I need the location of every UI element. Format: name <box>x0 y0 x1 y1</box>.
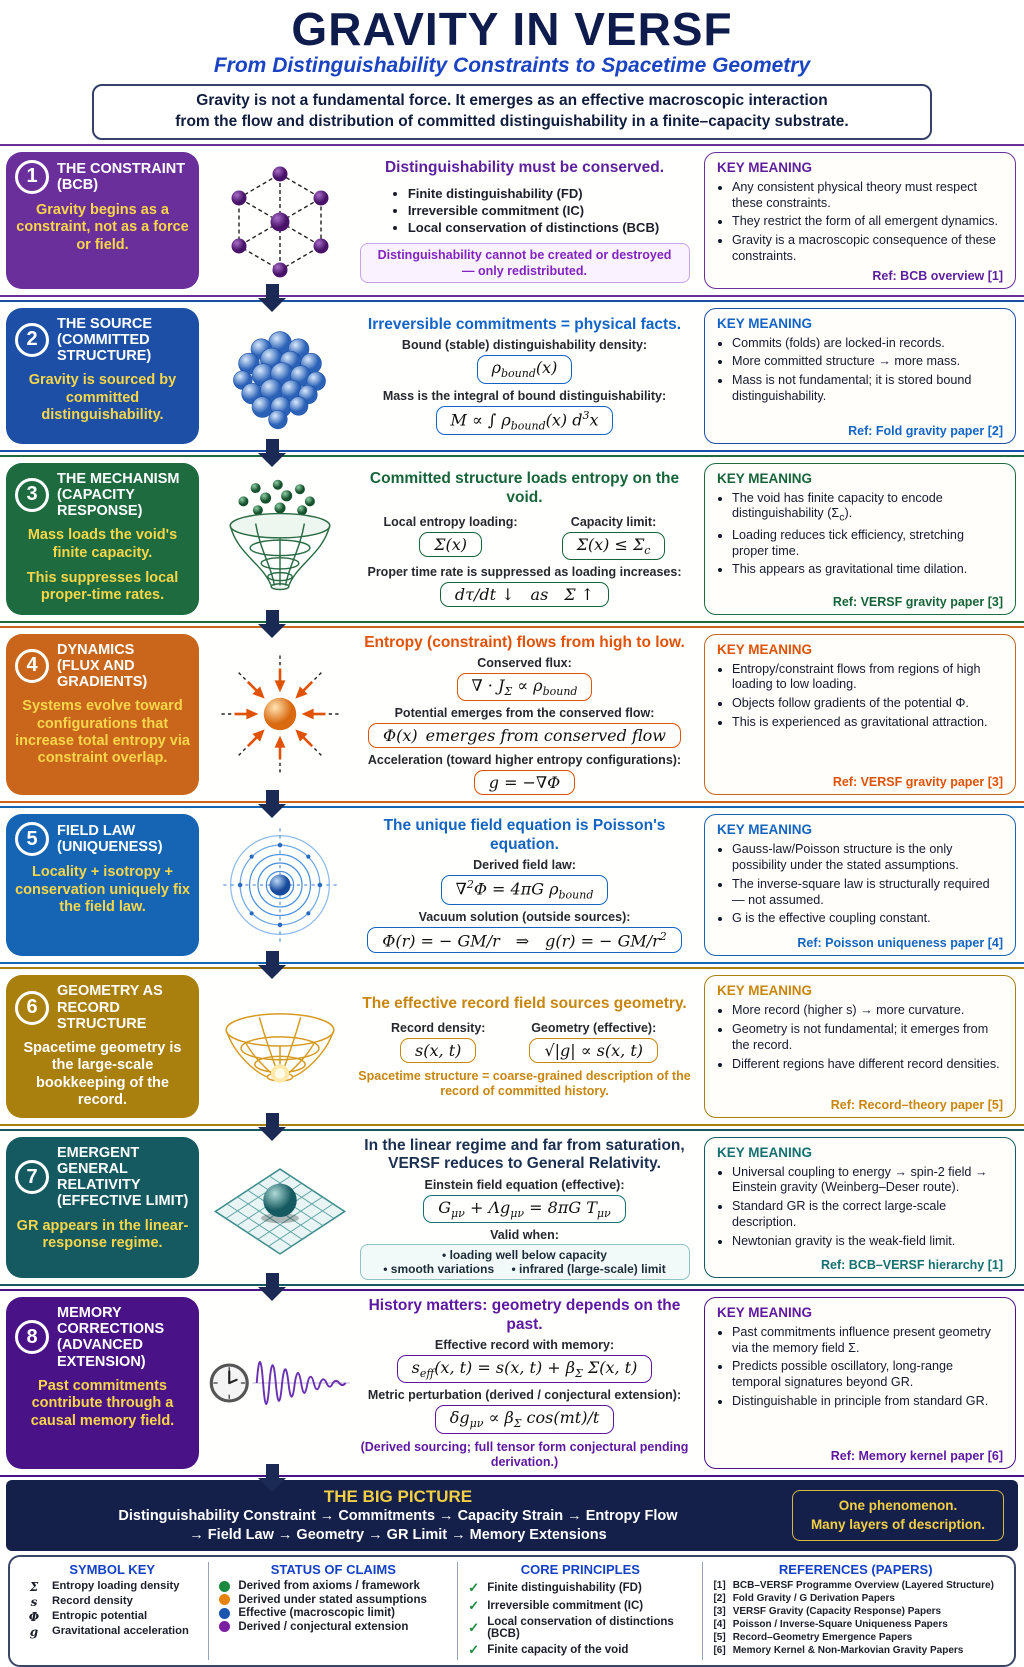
step-8-tagline: Past commitments contribute through a causal memory field. <box>30 1377 175 1429</box>
step-5-panel <box>6 814 199 956</box>
page-header <box>0 0 1024 140</box>
symbol-sigma: Σ <box>29 1580 39 1595</box>
bullet: • Local conservation of distinctions (BCB) <box>408 220 659 235</box>
reference-text: Poisson / Inverse-Square Uniqueness Papers <box>732 1619 948 1631</box>
step-4-heading: Entropy (constraint) flows from high to low. <box>364 633 685 651</box>
key-bullet: • Past commitments influence present geometry via the memory field Σ. <box>732 1325 1003 1356</box>
step-6-title: GEOMETRY AS RECORD STRUCTURE <box>57 983 163 1032</box>
key-bullet: • G is the effective coupling constant. <box>732 911 1003 927</box>
valid-condition: • smooth variations <box>383 1262 494 1276</box>
step-8-number-badge: 8 <box>15 1320 49 1354</box>
formula-label: Proper time rate is suppressed as loading increases: <box>367 564 682 579</box>
step-3-tagline: Mass loads the void's finite capacity. <box>27 527 178 561</box>
status-label: Derived from axioms / framework <box>238 1580 420 1593</box>
check-icon: ✓ <box>468 1642 480 1658</box>
big-picture-flow-line-1: Distinguishability Constraint → Commitments → Capacity Strain → Entropy Flow <box>118 1507 678 1524</box>
down-arrow-icon <box>258 284 286 312</box>
orange-dot-icon <box>219 1594 230 1605</box>
step-1-constraint <box>0 144 1024 297</box>
mass-cluster-icon <box>215 316 345 436</box>
down-arrow-icon <box>258 610 286 638</box>
step-4-dynamics <box>0 626 1024 804</box>
formula-label: Acceleration (toward higher entropy configurations): <box>367 753 682 768</box>
step-8-reference: Ref: Memory kernel paper [6] <box>830 1448 1003 1463</box>
down-arrow-icon <box>258 1464 286 1492</box>
blue-dot-icon <box>219 1608 230 1619</box>
one-phenomenon-line-1: One phenomenon. <box>838 1498 958 1514</box>
formula-label: Record density: <box>390 1020 486 1035</box>
reference-number: [4] <box>713 1619 726 1631</box>
step-2-title: THE SOURCE <box>57 315 153 332</box>
reference-number: [5] <box>713 1632 726 1644</box>
reference-text: BCB–VERSF Programme Overview (Layered Structure) <box>732 1580 994 1592</box>
core-principle-label: Local conservation of distinctions (BCB) <box>487 1616 674 1641</box>
status-label: Effective (macroscopic limit) <box>238 1607 395 1620</box>
step-3-reference: Ref: VERSF gravity paper [3] <box>832 594 1003 609</box>
valid-condition: • infrared (large-scale) limit <box>511 1262 665 1276</box>
down-arrow-icon <box>258 1273 286 1301</box>
key-bullet: • Standard GR is the correct large-scale description. <box>732 1199 1003 1230</box>
step-2-number-badge: 2 <box>15 323 49 357</box>
intro-line-1: Gravity is not a fundamental force. It emerges as an effective macroscopic interaction <box>196 92 828 109</box>
step-2-source <box>0 300 1024 452</box>
down-arrow-icon <box>258 1113 286 1141</box>
purple-dot-icon <box>219 1621 230 1632</box>
step-8-caption: (Derived sourcing; full tensor form conjectural pending derivation.) <box>360 1439 689 1470</box>
key-bullet: • Gauss-law/Poisson structure is the only possibility under the stated assumptions. <box>732 842 1003 873</box>
curved-sheet-icon <box>210 1149 350 1265</box>
down-arrow-icon <box>258 951 286 979</box>
key-meaning-title: KEY MEANING <box>717 822 813 838</box>
concentric-field-icon <box>214 822 346 948</box>
step-7-reference: Ref: BCB–VERSF hierarchy [1] <box>821 1257 1003 1272</box>
step-6-reference: Ref: Record–theory paper [5] <box>830 1097 1003 1112</box>
references-column <box>702 1562 1008 1660</box>
key-bullet: • Distinguishable in principle from standard GR. <box>732 1394 1003 1410</box>
formula-sigma-x: Σ(x) <box>419 532 482 557</box>
formula-rho-bound: $\rho_{bound}(x)$ <box>477 355 573 383</box>
step-6-tagline: Spacetime geometry is the large-scale bookkeeping of the record. <box>23 1040 182 1109</box>
formula-geometry: √|g| ∝ s(x, t) <box>529 1038 658 1063</box>
down-arrow-icon <box>258 439 286 467</box>
step-1-heading: Distinguishability must be conserved. <box>384 159 665 177</box>
reference-number: [3] <box>713 1606 726 1618</box>
step-8-memory <box>0 1289 1024 1477</box>
capacity-funnel-icon <box>212 477 348 601</box>
step-6-key-meaning-panel <box>704 975 1016 1117</box>
symbol-desc: Gravitational acceleration <box>52 1625 189 1638</box>
step-8-key-meaning-panel <box>704 1297 1016 1469</box>
core-principle-label: Finite distinguishability (FD) <box>487 1582 642 1595</box>
formula-label: Capacity limit: <box>570 514 657 529</box>
step-7-emergent-gr <box>0 1129 1024 1286</box>
valid-when-box <box>360 1244 690 1280</box>
formula-label: Metric perturbation (derived / conjectural extension): <box>367 1388 682 1403</box>
formula-label: Valid when: <box>490 1227 559 1242</box>
reference-entry <box>713 1606 998 1619</box>
reference-entry <box>713 1632 998 1645</box>
step-5-number-badge: 5 <box>15 822 49 856</box>
formula-potential: Φ(x) emerges from conserved flow <box>368 723 681 748</box>
page-title: GRAVITY IN VERSF <box>291 3 733 55</box>
core-principle-entry <box>468 1580 692 1596</box>
reference-number: [1] <box>713 1580 726 1592</box>
step-3-tagline-2: This suppresses local proper-time rates. <box>26 570 179 604</box>
core-principles-column <box>457 1562 702 1660</box>
step-7-title-paren: (EFFECTIVE LIMIT) <box>57 1193 189 1210</box>
step-7-number-badge: 7 <box>15 1160 49 1194</box>
memory-wave-diagram <box>205 1328 355 1438</box>
symbol-entry <box>26 1580 198 1594</box>
status-title: STATUS OF CLAIMS <box>270 1562 396 1578</box>
step-1-note-box: Distinguishability cannot be created or destroyed— only redistributed. <box>360 243 690 284</box>
key-meaning-title: KEY MEANING <box>717 159 813 175</box>
key-bullet: • Newtonian gravity is the weak-field limit. <box>732 1234 1003 1250</box>
legend-footer <box>8 1555 1016 1667</box>
step-4-title: DYNAMICS <box>57 641 135 658</box>
status-entry <box>219 1621 447 1633</box>
core-principle-entry <box>468 1642 692 1658</box>
step-4-panel <box>6 634 199 796</box>
formula-capacity-limit: $\Sigma(x) \le \Sigma_c$ <box>562 532 666 560</box>
formula-vacuum-solution: Φ(r) = − GM/r ⇒ g(r) = − $GM/r^2$ <box>367 927 682 953</box>
formula-einstein-equation: $G_{\mu\nu} + \Lambda g_{\mu\nu} = 8\pi G$ $T_{\mu\nu}$ <box>423 1195 626 1223</box>
step-4-key-meaning-panel <box>704 634 1016 796</box>
step-4-title-paren: (FLUX AND GRADIENTS) <box>57 657 148 690</box>
reference-text: Memory Kernel & Non-Markovian Gravity Papers <box>732 1645 964 1657</box>
symbol-entry <box>26 1595 198 1609</box>
symbol-g: g <box>29 1625 39 1640</box>
step-1-title: THE CONSTRAINT <box>57 160 186 177</box>
core-principle-entry <box>468 1598 692 1614</box>
key-bullet: • More record (higher s) → more curvature. <box>732 1003 1003 1019</box>
check-icon: ✓ <box>468 1620 480 1636</box>
key-meaning-title: KEY MEANING <box>717 983 813 999</box>
reference-text: Record–Geometry Emergence Papers <box>732 1632 913 1644</box>
key-bullet: • The void has finite capacity to encode distinguishability $(\Sigma_c)$. <box>732 491 1003 525</box>
step-6-panel <box>6 975 199 1117</box>
big-picture-title: THE BIG PICTURE <box>323 1486 473 1506</box>
one-phenomenon-box <box>792 1490 1004 1540</box>
bullet: • Finite distinguishability (FD) <box>408 186 659 201</box>
step-3-mechanism <box>0 455 1024 623</box>
key-bullet: • Different regions have different record densities. <box>732 1057 1003 1073</box>
big-picture-banner <box>6 1480 1018 1552</box>
symbol-entry <box>26 1625 198 1639</box>
formula-acceleration: g = −∇Φ <box>474 770 576 795</box>
reference-number: [6] <box>713 1645 726 1657</box>
step-1-tagline: Gravity begins as a constraint, not as a force or field. <box>16 201 189 253</box>
core-principles-title: CORE PRINCIPLES <box>520 1562 640 1578</box>
down-arrow-icon <box>258 790 286 818</box>
spacetime-grid-diagram <box>205 1149 355 1265</box>
key-bullet: • Universal coupling to energy → spin-2 field → Einstein gravity (Weinberg–Deser route). <box>732 1165 1003 1196</box>
status-entry <box>219 1580 447 1592</box>
key-bullet: • They restrict the form of all emergent dynamics. <box>732 214 1003 230</box>
step-8-title: MEMORY CORRECTIONS <box>57 1304 165 1338</box>
step-5-reference: Ref: Poisson uniqueness paper [4] <box>797 936 1003 951</box>
step-7-heading: In the linear regime and far from saturation, VERSF reduces to General Relativity. <box>364 1136 685 1173</box>
formula-label: Effective record with memory: <box>434 1338 615 1353</box>
key-bullet: • Mass is not fundamental; it is stored bound distinguishability. <box>732 373 1003 404</box>
step-5-title-paren: (UNIQUENESS) <box>57 839 163 856</box>
formula-mass-integral: M ∝ ∫ $\rho_{bound}(x)$ $d^3x$ <box>436 406 614 436</box>
step-1-key-meaning-panel <box>704 152 1016 289</box>
step-2-reference: Ref: Fold gravity paper [2] <box>848 423 1003 438</box>
bullet: • Irreversible commitment (IC) <box>408 203 659 218</box>
status-entry <box>219 1594 447 1606</box>
converging-arrows-icon <box>212 649 348 779</box>
step-7-title: EMERGENT GENERAL RELATIVITY <box>57 1144 141 1194</box>
green-dot-icon <box>219 1581 230 1592</box>
reference-text: VERSF Gravity (Capacity Response) Papers <box>732 1606 942 1618</box>
step-4-reference: Ref: VERSF gravity paper [3] <box>832 775 1003 790</box>
step-6-number-badge: 6 <box>15 991 49 1025</box>
status-label: Derived / conjectural extension <box>238 1620 409 1633</box>
field-rings-diagram <box>205 822 355 948</box>
symbol-s: s <box>30 1595 38 1610</box>
reference-entry <box>713 1593 998 1606</box>
symbol-key-column <box>16 1562 208 1660</box>
formula-label: Mass is the integral of bound distinguishability: <box>382 388 667 403</box>
formula-label: Einstein field equation (effective): <box>424 1177 625 1192</box>
step-1-bullet-list <box>390 184 659 237</box>
formula-effective-record: $s_{eff}(x$, t) = s(x, $t) + \beta_\Sigma$ Σ(x, t) <box>397 1355 653 1383</box>
record-bowl-icon <box>211 991 349 1101</box>
key-meaning-title: KEY MEANING <box>717 641 813 657</box>
formula-proper-time: dτ/dt ↓ as Σ ↑ <box>440 582 609 607</box>
reference-entry <box>713 1580 998 1593</box>
formula-conserved-flux: ∇ · $J_\Sigma \propto \rho_{bound}$ <box>457 673 593 701</box>
references-title: REFERENCES (PAPERS) <box>778 1562 933 1578</box>
step-8-panel <box>6 1297 199 1469</box>
formula-record-density: s(x, t) <box>400 1038 476 1063</box>
step-8-heading: History matters: geometry depends on the past. <box>368 1296 681 1333</box>
formula-poisson: ∇$^2$Φ = 4πG $\rho_{bound}$ <box>441 875 609 905</box>
step-4-tagline: Systems evolve toward configurations that increase total entropy via constraint overlap. <box>15 698 190 767</box>
core-principle-label: Finite capacity of the void <box>487 1644 629 1657</box>
step-5-title: FIELD LAW <box>57 823 136 840</box>
check-icon: ✓ <box>468 1580 480 1596</box>
node-network-diagram <box>205 162 355 278</box>
key-bullet: • Objects follow gradients of the potential Φ. <box>732 696 1003 712</box>
one-phenomenon-line-2: Many layers of description. <box>810 1516 985 1532</box>
step-5-field-law <box>0 806 1024 964</box>
reference-text: Fold Gravity / G Derivation Papers <box>732 1593 895 1605</box>
funnel-diagram <box>205 477 355 601</box>
clock-wave-icon <box>206 1328 354 1438</box>
symbol-desc: Entropy loading density <box>52 1580 180 1593</box>
intro-line-2: from the flow and distribution of committed distinguishability in a finite–capacity substrate. <box>175 112 849 130</box>
step-3-title-paren: (CAPACITY RESPONSE) <box>57 486 143 519</box>
step-3-panel <box>6 463 199 615</box>
page-subtitle: From Distinguishability Constraints to Spacetime Geometry <box>213 54 811 77</box>
step-3-key-meaning-panel <box>704 463 1016 615</box>
symbol-desc: Entropic potential <box>52 1610 148 1623</box>
step-5-heading: The unique field equation is Poisson's equation. <box>383 817 666 853</box>
step-6-geometry <box>0 967 1024 1125</box>
wireframe-bowl-diagram <box>205 991 355 1101</box>
key-bullet: • This is experienced as gravitational attraction. <box>732 715 1003 731</box>
symbol-desc: Record density <box>52 1595 133 1608</box>
formula-label: Derived field law: <box>473 858 576 873</box>
key-bullet: • This appears as gravitational time dilation. <box>732 562 1003 578</box>
key-bullet: • Loading reduces tick efficiency, stretching proper time. <box>732 528 1003 559</box>
status-entry <box>219 1607 447 1619</box>
step-7-tagline: GR appears in the linear-response regime. <box>16 1217 189 1251</box>
big-picture-flow-line-2: → Field Law → Geometry → GR Limit → Memory Extensions <box>189 1526 607 1543</box>
step-1-number-badge: 1 <box>15 160 49 194</box>
core-principle-label: Irreversible commitment (IC) <box>487 1600 644 1613</box>
key-bullet: • The inverse-square law is structurally required — not assumed. <box>732 877 1003 908</box>
step-7-key-meaning-panel <box>704 1137 1016 1278</box>
step-7-panel <box>6 1137 199 1278</box>
step-2-title-paren: (COMMITTED STRUCTURE) <box>57 331 152 364</box>
status-label: Derived under stated assumptions <box>238 1593 427 1606</box>
symbol-entry <box>26 1610 198 1624</box>
intro-box <box>92 84 932 140</box>
key-meaning-title: KEY MEANING <box>717 470 813 486</box>
step-8-title-paren: (ADVANCED EXTENSION) <box>57 1337 146 1370</box>
network-graph-icon <box>212 162 348 278</box>
formula-label: Vacuum solution (outside sources): <box>418 909 631 924</box>
formula-label: Geometry (effective): <box>531 1020 657 1035</box>
step-2-tagline: Gravity is sourced by committed distinguishability. <box>28 372 177 423</box>
key-meaning-title: KEY MEANING <box>717 315 813 331</box>
symbol-phi: Φ <box>28 1610 40 1625</box>
reference-entry <box>713 1619 998 1632</box>
formula-label: Local entropy loading: <box>383 514 518 529</box>
valid-condition: • loading well below capacity <box>442 1248 607 1262</box>
check-icon: ✓ <box>468 1598 480 1614</box>
key-bullet: • Commits (folds) are locked-in records. <box>732 336 1003 352</box>
key-meaning-title: KEY MEANING <box>717 1304 813 1320</box>
formula-label: Potential emerges from the conserved flow: <box>394 706 655 721</box>
key-bullet: • More committed structure → more mass. <box>732 354 1003 370</box>
step-3-heading: Committed structure loads entropy on the void. <box>369 470 680 506</box>
step-3-title: THE MECHANISM <box>57 470 180 487</box>
sphere-cluster-diagram <box>205 316 355 436</box>
key-meaning-title: KEY MEANING <box>717 1144 813 1160</box>
step-5-key-meaning-panel <box>704 814 1016 956</box>
step-1-reference: Ref: BCB overview [1] <box>872 268 1003 283</box>
key-bullet: • Geometry is not fundamental; it emerges from the record. <box>732 1022 1003 1053</box>
step-2-heading: Irreversible commitments = physical facts. <box>367 315 682 333</box>
key-bullet: • Predicts possible oscillatory, long-range temporal signatures beyond GR. <box>732 1359 1003 1390</box>
formula-metric-perturbation: $\delta g_{\mu\nu} \propto \beta_\Sigma$ cos(mt)/t <box>435 1405 615 1433</box>
key-bullet: • Entropy/constraint flows from regions of high loading to low loading. <box>732 662 1003 693</box>
key-bullet: • Gravity is a macroscopic consequence of these constraints. <box>732 233 1003 264</box>
step-2-key-meaning-panel <box>704 308 1016 444</box>
reference-entry <box>713 1645 998 1658</box>
step-5-tagline: Locality + isotropy + conservation uniquely fix the field law. <box>15 864 190 916</box>
symbol-key-title: SYMBOL KEY <box>69 1562 156 1578</box>
formula-label: Bound (stable) distinguishability density: <box>401 338 648 353</box>
key-bullet: • Any consistent physical theory must respect these constraints. <box>732 180 1003 211</box>
step-4-number-badge: 4 <box>15 649 49 683</box>
step-2-panel <box>6 308 199 444</box>
core-principle-entry <box>468 1616 692 1640</box>
step-1-panel <box>6 152 199 289</box>
step-6-caption: Spacetime structure = coarse-grained description of the record of committed history. <box>358 1068 691 1099</box>
step-3-number-badge: 3 <box>15 478 49 512</box>
status-of-claims-column <box>208 1562 457 1660</box>
formula-label: Conserved flux: <box>477 656 572 671</box>
reference-number: [2] <box>713 1593 726 1605</box>
inward-flux-diagram <box>205 649 355 779</box>
step-6-heading: The effective record field sources geometry. <box>362 995 687 1012</box>
step-1-title-paren: (BCB) <box>57 176 99 193</box>
